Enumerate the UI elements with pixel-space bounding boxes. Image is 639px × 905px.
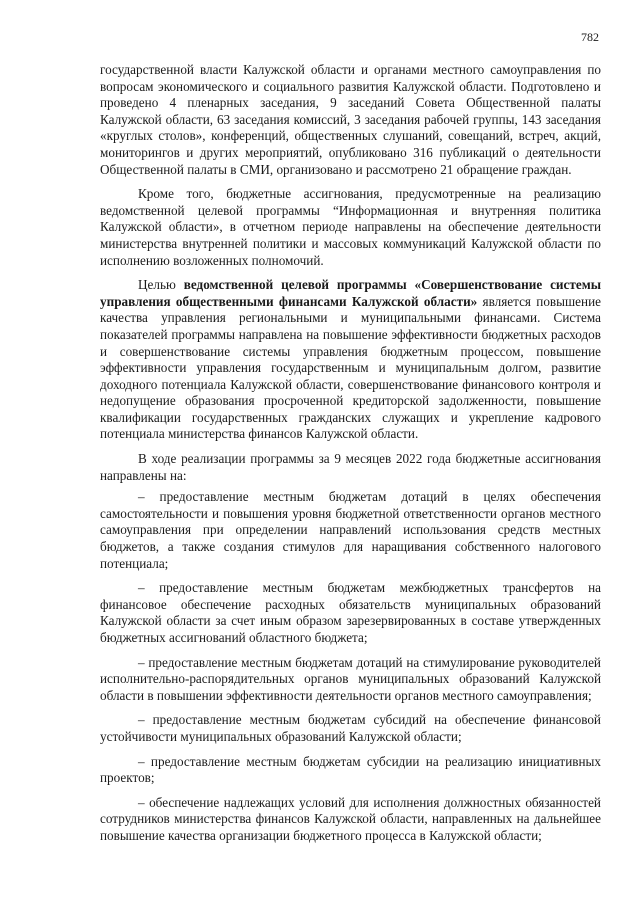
program-name-bold: ведомственной целевой программы «Совершенствование системы управления общественными финансами Калужской области»: [100, 277, 601, 309]
goal-tail-text: является повышение качества управления региональными и муниципальными финансами. Система показателей программы направлена на повышение эффективности бюджетных расходов и совершенствование системы управления бюджетным процессом, повышение эффективности управления государственным и муниципальным долгом, развитие доходного потенциала Калужской области, совершенствование финансового контроля и недопущение образования просроченной кредиторской задолженности, повышение квалификации государственных гражданских служащих и укрепление кадрового потенциала министерства финансов Калужской области.: [100, 293, 601, 442]
list-item-financial-stability: – предоставление местным бюджетам субсидий на обеспечение финансовой устойчивости муниципальных образований Калужской области;: [100, 712, 601, 744]
list-item-transfers: – предоставление местным бюджетам межбюджетных трансфертов на финансовое обеспечение расходных обязательств муниципальных образований Калужской области за счет иным образом зарезервированных в составе утвержденных бюджетных ассигнований областного бюджета;: [100, 580, 601, 645]
goal-lead-text: Целью: [138, 277, 184, 293]
paragraph-information-policy: Кроме того, бюджетные ассигнования, предусмотренные на реализацию ведомственной целевой программы “Информационная и внутренняя политика Калужской области», в отчетном периоде направлены на обеспечение деятельности министерства внутренней политики и массовых коммуникаций Калужской области по исполнению возложенных полномочий.: [100, 186, 601, 268]
list-item-dotations: – предоставление местным бюджетам дотаций в целях обеспечения самостоятельности и повышения уровня бюджетной ответственности органов местного самоуправления при определении направлений использования средств местных бюджетов, а также создания стимулов для наращивания собственного налогового потенциала;: [100, 489, 601, 571]
page-number: 782: [581, 30, 599, 44]
list-item-incentives: – предоставление местным бюджетам дотаций на стимулирование руководителей исполнительно-распорядительных органов муниципальных образований Калужской области в повышении эффективности деятельности органов местного самоуправления;: [100, 654, 601, 703]
list-item-working-conditions: – обеспечение надлежащих условий для исполнения должностных обязанностей сотрудников министерства финансов Калужской области, направленных на дальнейшее повышение качества организации бюджетного процесса в Калужской области;: [100, 794, 601, 843]
list-item-initiative-projects: – предоставление местным бюджетам субсидии на реализацию инициативных проектов;: [100, 753, 601, 786]
paragraph-finance-program-goal: [100, 277, 601, 443]
paragraph-public-chamber-activity: государственной власти Калужской области и органами местного самоуправления по вопросам экономического и социального развития Калужской области. Подготовлено и проведено 4 пленарных заседания, 9 заседаний Совета Общественной палаты Калужской области, 63 заседания комиссий, 3 заседания рабочей группы, 143 заседания «круглых столов», конференций, общественных слушаний, совещаний, встреч, акций, мониторингов и других мероприятий, опубликовано 316 публикаций о деятельности Общественной палаты в СМИ, организовано и рассмотрено 21 обращение граждан.: [100, 62, 601, 177]
paragraph-implementation-intro: В ходе реализации программы за 9 месяцев 2022 года бюджетные ассигнования направлены на:: [100, 451, 601, 483]
